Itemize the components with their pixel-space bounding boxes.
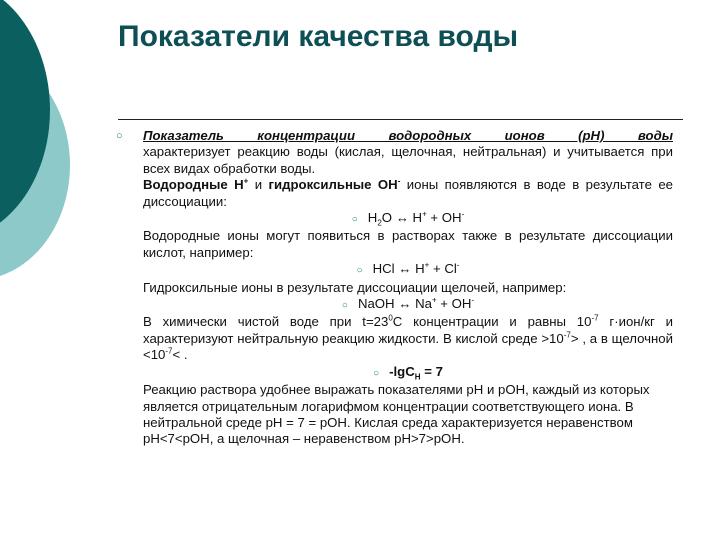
- slide-body: [143, 128, 673, 448]
- paragraph-1: характеризует реакцию воды (кислая, щелочная, нейтральная) и учитывается при всех видах обработки воды.: [143, 144, 673, 176]
- paragraph-4: Гидроксильные ионы в результате диссоциации щелочей, например:: [143, 279, 567, 295]
- equation-water: ○ $H_2O$ ↔ H+ + OH-: [351, 209, 465, 228]
- hollow-circle-bullet-icon: ○: [341, 300, 348, 312]
- paragraph-3: Водородные ионы могут появиться в растворах также в результате диссоциации кислот, например:: [143, 228, 673, 260]
- paragraph-5: В химически чистой воде при $t=23^0C$ концентрации и равны $10^{-7}$ г·ион/кг и характеризуют нейтральную реакцию жидкости. В кислой среде $>10^{-7}>$ , а в щелочной $<10^{-7}<$ .: [143, 314, 673, 363]
- hollow-circle-bullet-icon: ○: [356, 265, 363, 277]
- paragraph-2: Водородные H+ и гидроксильные OH- ионы появляются в воде в результате ее диссоциации:: [143, 176, 673, 209]
- title-divider: [118, 119, 683, 120]
- equation-naoh: ○ NaOH ↔ Na+ + OH-: [341, 295, 475, 312]
- equation-hcl: ○ HCl ↔ H+ + Cl-: [356, 260, 460, 277]
- hollow-circle-bullet-icon: ○: [116, 130, 123, 142]
- slide-title: Показатели качества воды: [118, 20, 519, 53]
- paragraph-6: Реакцию раствора удобнее выражать показателями pH и pOH, каждый из которых является отрицательным логарифмом концентрации соответствующего иона. В нейтральной среде pH = 7 = pOH. Кислая среда характеризуется неравенством pH<7<pOH, а щелочная – неравенством pH>7>pOH.: [143, 382, 650, 447]
- hollow-circle-bullet-icon: ○: [373, 367, 380, 379]
- lead-line: Показатель концентрации водородных ионов (pH) воды: [143, 128, 673, 143]
- hollow-circle-bullet-icon: ○: [351, 214, 358, 226]
- equation-ph: ○ -lgC$_H$ = 7: [373, 363, 443, 382]
